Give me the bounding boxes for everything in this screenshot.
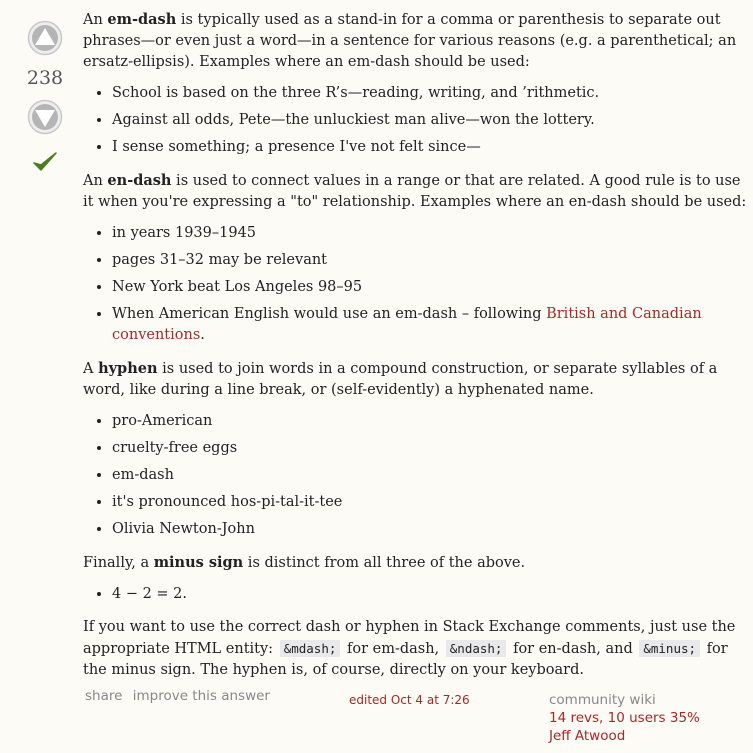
- em-dash-paragraph: An em-dash is typically used as a stand-in for a comma or parenthesis to separate out phrases—or even just a word—in a sentence for various reasons (e.g. a parenthetical; an ersatz-ellipsis). Examples where an em-dash should be used:: [83, 11, 737, 70]
- community-wiki-info: [549, 691, 700, 745]
- hyphen-term: hyphen: [98, 360, 158, 377]
- british-canadian-conventions-link[interactable]: British and Canadian conventions: [112, 306, 702, 343]
- list-item: • 4 − 2 = 2.: [112, 584, 748, 605]
- ndash-entity-code: &ndash;: [446, 640, 507, 657]
- vote-cell: [26, 20, 64, 175]
- list-item: • When American English would use an em-dash – following British and Canadian conventions.: [112, 304, 748, 346]
- community-wiki-label: community wiki: [549, 692, 656, 708]
- en-dash-paragraph: An en-dash is used to connect values in a range or that are related. A good rule is to use it when you're expressing a "to" relationship. Examples where an en-dash should be used:: [83, 172, 747, 210]
- list-item: • cruelty-free eggs: [112, 438, 748, 459]
- list-item: • in years 1939–1945: [112, 223, 748, 244]
- revisions-link[interactable]: 14 revs, 10 users 35%: [549, 710, 700, 726]
- list-item: • Olivia Newton-John: [112, 519, 748, 540]
- em-dash-term: em-dash: [107, 11, 177, 28]
- minus-sign-term: minus sign: [153, 554, 244, 571]
- list-item: • em-dash: [112, 465, 748, 486]
- upvote-arrow-icon[interactable]: [27, 20, 63, 56]
- post-footer: [85, 688, 745, 748]
- list-item: • pro-American: [112, 411, 748, 432]
- hyphen-paragraph: A hyphen is used to join words in a compound construction, or separate syllables of a word, like during a line break, or (self-evidently) a hyphenated name.: [83, 360, 718, 398]
- list-item: • Against all odds, Pete—the unluckiest man alive—won the lottery.: [112, 110, 748, 131]
- minus-examples: [83, 584, 748, 605]
- minus-paragraph: Finally, a minus sign is distinct from all three of the above.: [83, 554, 526, 571]
- edited-timestamp-link[interactable]: edited Oct 4 at 7:26: [349, 693, 470, 707]
- mdash-entity-code: &mdash;: [280, 640, 341, 657]
- list-item: • it's pronounced hos-pi-tal-it-tee: [112, 492, 748, 513]
- en-dash-term: en-dash: [107, 172, 172, 189]
- hyphen-examples: [83, 411, 748, 540]
- list-item: • I sense something; a presence I've not felt since—: [112, 137, 748, 158]
- user-link[interactable]: Jeff Atwood: [549, 728, 626, 744]
- em-dash-examples: [83, 83, 748, 158]
- checkmark-icon: [32, 149, 58, 175]
- share-link[interactable]: share: [85, 688, 123, 704]
- vote-count: 238: [26, 67, 64, 89]
- improve-answer-link[interactable]: improve this answer: [132, 688, 270, 704]
- en-dash-examples: [83, 223, 748, 346]
- list-item: • New York beat Los Angeles 98–95: [112, 277, 748, 298]
- answer-body: [83, 9, 748, 691]
- minus-entity-code: &minus;: [639, 640, 700, 657]
- list-item: • pages 31–32 may be relevant: [112, 250, 748, 271]
- downvote-arrow-icon[interactable]: [27, 99, 63, 135]
- list-item: • School is based on the three R’s—reading, writing, and ’rithmetic.: [112, 83, 748, 104]
- html-entity-paragraph: If you want to use the correct dash or hyphen in Stack Exchange comments, just use the appropriate HTML entity: &mdash; for em-dash, &ndash; for en-dash, and &minus; for the minus sign. The hyphen is, of course, directly on your keyboard.: [83, 619, 736, 678]
- post-menu: [85, 688, 276, 704]
